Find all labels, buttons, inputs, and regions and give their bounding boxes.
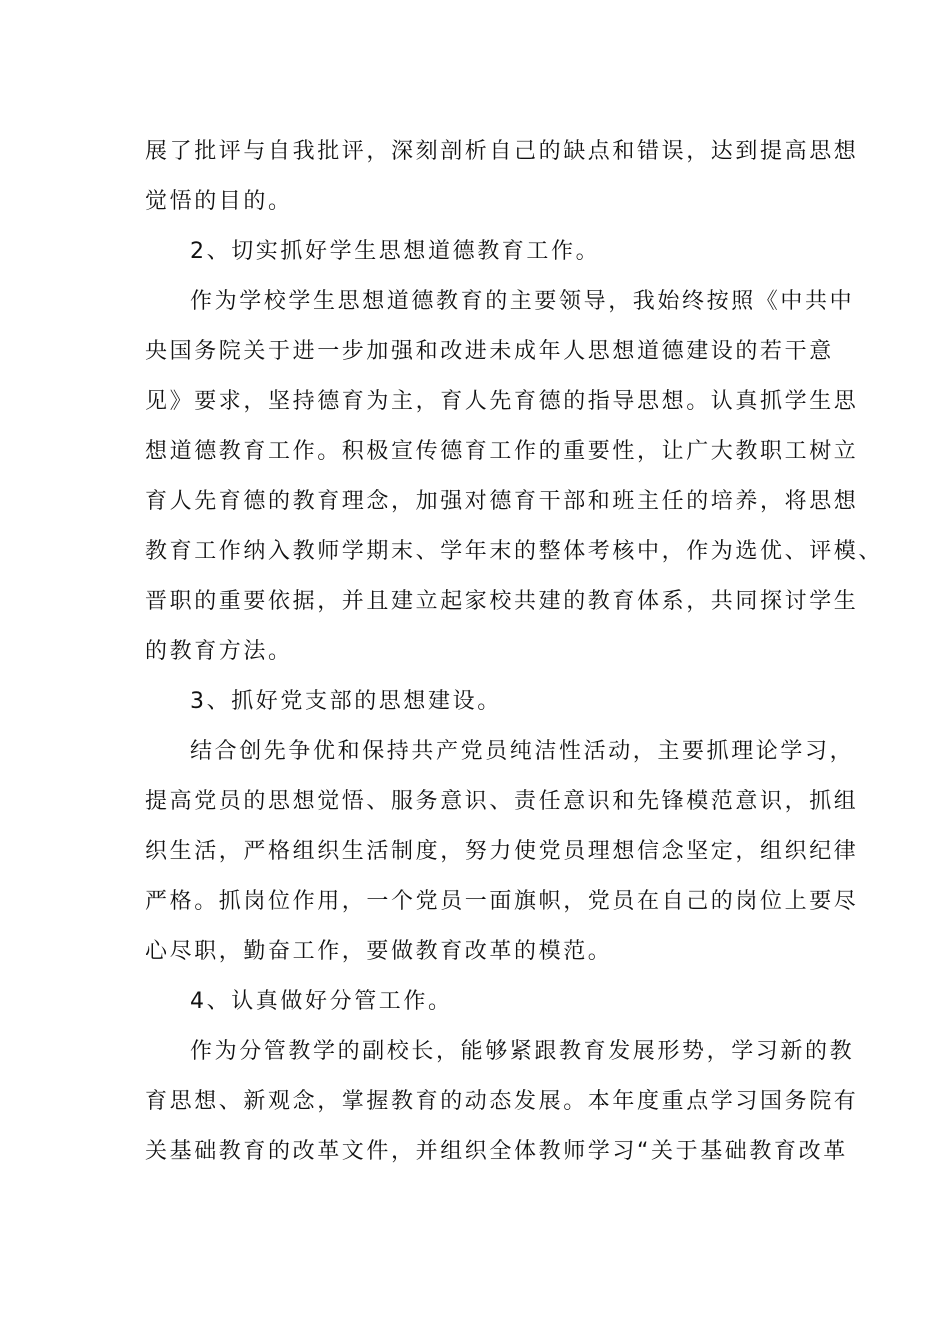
text-line: 晋职的重要依据，并且建立起家校共建的教育体系，共同探讨学生 xyxy=(145,589,859,614)
section-heading: 4、认真做好分管工作。 xyxy=(190,989,453,1014)
text-line: 织生活，严格组织生活制度，努力使党员理想信念坚定，组织纪律 xyxy=(145,839,859,864)
text-line: 作为学校学生思想道德教育的主要领导，我始终按照《中共中 xyxy=(190,289,855,314)
text-line: 教育工作纳入教师学期末、学年末的整体考核中，作为选优、评模、 xyxy=(145,539,884,564)
text-line: 育思想、新观念，掌握教育的动态发展。本年度重点学习国务院有 xyxy=(145,1089,859,1114)
text-line: 心尽职，勤奋工作，要做教育改革的模范。 xyxy=(145,939,613,964)
text-line: 想道德教育工作。积极宣传德育工作的重要性，让广大教职工树立 xyxy=(145,439,859,464)
text-line: 央国务院关于进一步加强和改进未成年人思想道德建设的若干意 xyxy=(145,339,834,364)
text-line: 展了批评与自我批评，深刻剖析自己的缺点和错误，达到提高思想 xyxy=(145,139,859,164)
section-heading: 3、抓好党支部的思想建设。 xyxy=(190,689,502,714)
text-line: 作为分管教学的副校长，能够紧跟教育发展形势，学习新的教 xyxy=(190,1039,855,1064)
section-heading: 2、切实抓好学生思想道德教育工作。 xyxy=(190,239,601,264)
text-line: 结合创先争优和保持共产党员纯洁性活动，主要抓理论学习， xyxy=(190,739,855,764)
text-line: 严格。抓岗位作用，一个党员一面旗帜，党员在自己的岗位上要尽 xyxy=(145,889,859,914)
text-line: 关基础教育的改革文件，并组织全体教师学习“关于基础教育改革 xyxy=(145,1139,848,1164)
text-line: 觉悟的目的。 xyxy=(145,189,293,214)
text-line: 见》要求，坚持德育为主，育人先育德的指导思想。认真抓学生思 xyxy=(145,389,859,414)
text-line: 的教育方法。 xyxy=(145,639,293,664)
text-line: 提高党员的思想觉悟、服务意识、责任意识和先锋模范意识，抓组 xyxy=(145,789,859,814)
text-line: 育人先育德的教育理念，加强对德育干部和班主任的培养，将思想 xyxy=(145,489,859,514)
